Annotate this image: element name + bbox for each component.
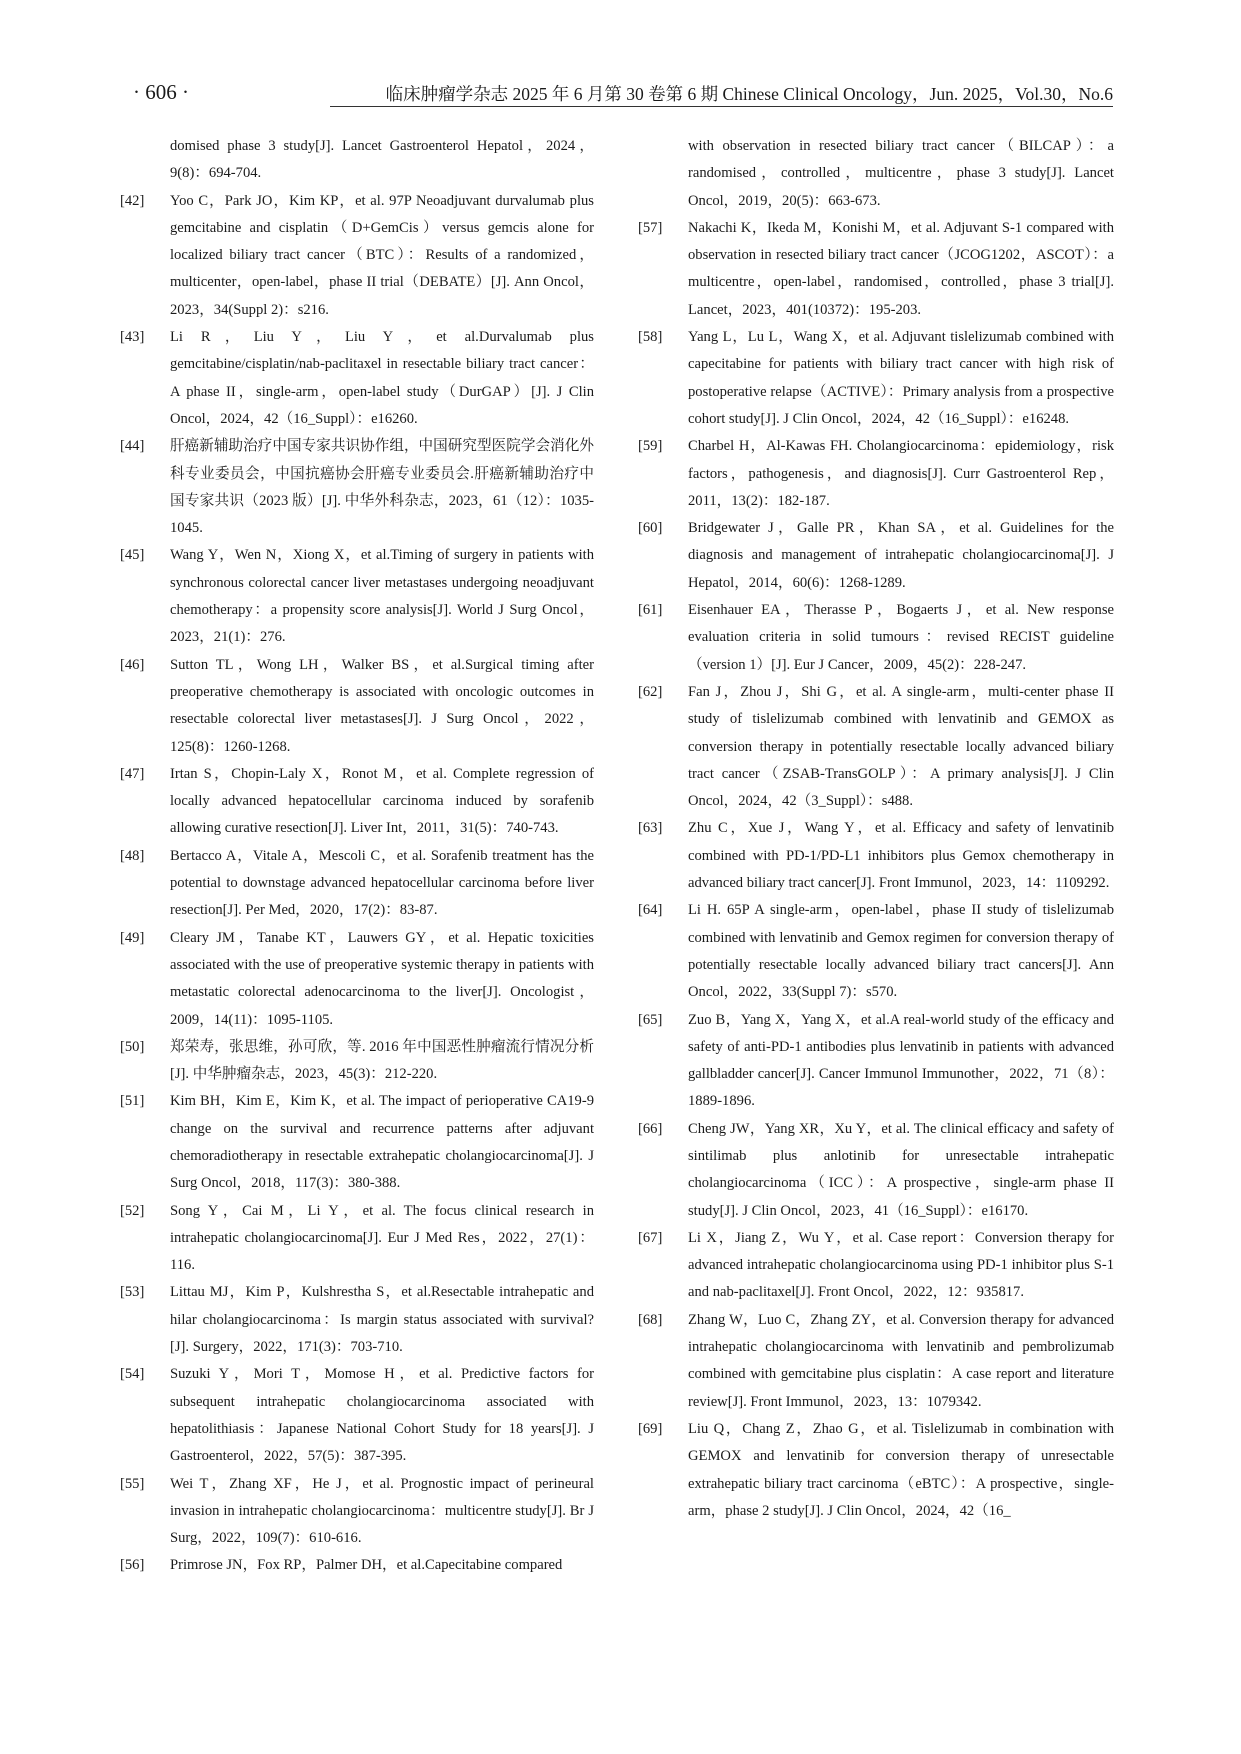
reference-entry bbox=[120, 1279, 594, 1361]
reference-text: Charbel H，Al-Kawas FH. Cholangiocarcinoma：epidemiology，risk factors，pathogenesis，and diagnosis[J]. Curr Gastroenterol Rep，2011，13(2)：182-187. bbox=[688, 438, 1114, 509]
reference-number: [57] bbox=[638, 219, 663, 236]
reference-text: Suzuki Y，Mori T，Momose H，et al. Predictive factors for subsequent intrahepatic cholangiocarcinoma associated with hepatolithiasis：Japanese National Cohort Study for 18 years[J]. J Gastroenterol，2022，57(5)：387-395. bbox=[170, 1366, 594, 1465]
header-rule bbox=[330, 106, 1113, 107]
reference-number: [69] bbox=[638, 1420, 663, 1437]
reference-entry bbox=[120, 1198, 594, 1280]
reference-continuation bbox=[120, 133, 594, 188]
reference-text: Li R，Liu Y，Liu Y，et al.Durvalumab plus gemcitabine/cisplatin/nab-paclitaxel in resectable biliary tract cancer：A phase II，single-arm，open-label study（DurGAP）[J]. J Clin Oncol，2024，42（16_Suppl）：e16260. bbox=[170, 329, 594, 427]
reference-entry bbox=[120, 1034, 594, 1089]
reference-number: [49] bbox=[120, 929, 145, 946]
reference-number: [50] bbox=[120, 1038, 145, 1055]
reference-text: Li H. 65P A single-arm，open-label，phase II study of tislelizumab combined with lenvatinib and Gemox regimen for conversion therapy of potentially resectable locally advanced biliary tract cancers[J]. Ann Oncol，2022，33(Suppl 7)：s570. bbox=[688, 902, 1114, 1001]
reference-text: 郑荣寿，张思维，孙可欣，等. 2016 年中国恶性肿瘤流行情况分析[J]. 中华肿瘤杂志，2023，45(3)：212-220. bbox=[170, 1038, 594, 1083]
reference-number: [42] bbox=[120, 192, 145, 209]
reference-entry bbox=[120, 1088, 594, 1197]
reference-number: [62] bbox=[638, 683, 663, 700]
reference-entry bbox=[120, 1471, 594, 1553]
reference-number: [43] bbox=[120, 329, 145, 346]
reference-entry bbox=[638, 1307, 1114, 1416]
page-number: · 606 · bbox=[133, 80, 189, 104]
reference-text: Nakachi K，Ikeda M，Konishi M，et al. Adjuvant S-1 compared with observation in resected biliary tract cancer（JCOG1202，ASCOT）：a multicentre，open-label，randomised，controlled，phase 3 trial[J]. Lancet，2023，401(10372)：195-203. bbox=[688, 219, 1114, 318]
reference-text: Sutton TL，Wong LH，Walker BS，et al.Surgical timing after preoperative chemotherapy is associated with oncologic outcomes in resectable colorectal liver metastases[J]. J Surg Oncol，2022，125(8)：1260-1268. bbox=[170, 656, 594, 755]
reference-number: [66] bbox=[638, 1120, 663, 1137]
reference-text: Fan J，Zhou J，Shi G，et al. A single-arm，multi-center phase II study of tislelizumab combined with lenvatinib and GEMOX as conversion therapy in potentially resectable locally advanced biliary tract cancer（ZSAB-TransGOLP）：A primary analysis[J]. J Clin Oncol，2024，42（3_Suppl）：s488. bbox=[688, 683, 1114, 810]
reference-entry bbox=[120, 433, 594, 542]
reference-number: [46] bbox=[120, 656, 145, 673]
reference-number: [67] bbox=[638, 1229, 663, 1246]
reference-number: [60] bbox=[638, 520, 663, 537]
reference-text: Wang Y，Wen N，Xiong X，et al.Timing of surgery in patients with synchronous colorectal cancer liver metastases undergoing neoadjuvant chemotherapy：a propensity score analysis[J]. World J Surg Oncol，2023，21(1)：276. bbox=[170, 547, 594, 646]
reference-text: Yoo C，Park JO，Kim KP，et al. 97P Neoadjuvant durvalumab plus gemcitabine and cisplatin（D+GemCis）versus gemcis alone for localized biliary tract cancer（BTC）：Results of a randomized，multicenter，open-label，phase II trial（DEBATE）[J]. Ann Oncol，2023，34(Suppl 2)：s216. bbox=[170, 192, 594, 318]
reference-text: Yang L，Lu L，Wang X，et al. Adjuvant tislelizumab combined with capecitabine for patients with biliary tract cancer with high risk of postoperative relapse（ACTIVE）：Primary analysis from a prospective cohort study[J]. J Clin Oncol，2024，42（16_Suppl）：e16248. bbox=[688, 329, 1114, 427]
reference-text: Song Y，Cai M，Li Y，et al. The focus clinical research in intrahepatic cholangiocarcinoma[J]. Eur J Med Res，2022，27(1)：116. bbox=[170, 1202, 594, 1274]
reference-number: [56] bbox=[120, 1557, 145, 1574]
reference-entry bbox=[638, 215, 1114, 324]
reference-entry bbox=[120, 1552, 594, 1579]
reference-number: [45] bbox=[120, 547, 145, 564]
page-header bbox=[133, 78, 1113, 108]
reference-number: [44] bbox=[120, 438, 145, 455]
reference-entry bbox=[120, 188, 594, 324]
reference-text: Primrose JN，Fox RP，Palmer DH，et al.Capecitabine compared bbox=[170, 1557, 563, 1574]
reference-entry bbox=[638, 1416, 1114, 1525]
reference-number: [63] bbox=[638, 820, 663, 837]
reference-number: [55] bbox=[120, 1475, 145, 1492]
reference-number: [51] bbox=[120, 1093, 145, 1110]
running-title: 临床肿瘤学杂志 2025 年 6 月第 30 卷第 6 期 Chinese Clinical Oncology，Jun. 2025，Vol.30，No.6 bbox=[385, 84, 1113, 104]
reference-text: Li X，Jiang Z，Wu Y，et al. Case report：Conversion therapy for advanced intrahepatic cholangiocarcinoma using PD-1 inhibitor plus S-1 and nab-paclitaxel[J]. Front Oncol，2022，12：935817. bbox=[688, 1229, 1114, 1301]
reference-text: Cleary JM，Tanabe KT，Lauwers GY，et al. Hepatic toxicities associated with the use of preoperative systemic therapy in patients with metastatic colorectal adenocarcinoma to the liver[J]. Oncologist，2009，14(11)：1095-1105. bbox=[170, 929, 594, 1028]
reference-text: Zhang W，Luo C，Zhang ZY，et al. Conversion therapy for advanced intrahepatic cholangiocarcinoma with lenvatinib and pembrolizumab combined with gemcitabine plus cisplatin：A case report and literature review[J]. Front Immunol，2023，13：1079342. bbox=[688, 1311, 1114, 1410]
reference-number: [47] bbox=[120, 765, 145, 782]
reference-text: Eisenhauer EA，Therasse P，Bogaerts J，et al. New response evaluation criteria in solid tumours：revised RECIST guideline（version 1）[J]. Eur J Cancer，2009，45(2)：228-247. bbox=[688, 602, 1114, 673]
reference-number: [52] bbox=[120, 1202, 145, 1219]
reference-entry bbox=[638, 597, 1114, 679]
reference-entry bbox=[638, 515, 1114, 597]
reference-entry bbox=[638, 433, 1114, 515]
reference-text: Littau MJ，Kim P，Kulshrestha S，et al.Resectable intrahepatic and hilar cholangiocarcinoma：Is margin status associated with survival?[J]. Surgery，2022，171(3)：703-710. bbox=[170, 1284, 594, 1356]
right-column bbox=[638, 133, 1114, 1525]
reference-text: with observation in resected biliary tract cancer（BILCAP）：a randomised，controlled，multicentre，phase 3 study[J]. Lancet Oncol，2019，20(5)：663-673. bbox=[688, 138, 1114, 209]
reference-entry bbox=[638, 1116, 1114, 1225]
reference-entry bbox=[638, 324, 1114, 433]
reference-continuation bbox=[638, 133, 1114, 215]
reference-text: Wei T，Zhang XF，He J，et al. Prognostic impact of perineural invasion in intrahepatic cholangiocarcinoma：multicentre study[J]. Br J Surg，2022，109(7)：610-616. bbox=[170, 1475, 594, 1547]
reference-entry bbox=[120, 324, 594, 433]
left-column bbox=[120, 133, 594, 1580]
reference-text: Bridgewater J，Galle PR，Khan SA，et al. Guidelines for the diagnosis and management of intrahepatic cholangiocarcinoma[J]. J Hepatol，2014，60(6)：1268-1289. bbox=[688, 520, 1114, 591]
reference-entry bbox=[638, 1007, 1114, 1116]
reference-entry bbox=[638, 815, 1114, 897]
reference-text: domised phase 3 study[J]. Lancet Gastroenterol Hepatol，2024，9(8)：694-704. bbox=[170, 138, 594, 182]
reference-number: [68] bbox=[638, 1311, 663, 1328]
reference-entry bbox=[638, 1225, 1114, 1307]
reference-entry bbox=[638, 679, 1114, 815]
reference-text: Liu Q，Chang Z，Zhao G，et al. Tislelizumab in combination with GEMOX and lenvatinib for conversion therapy of unresectable extrahepatic biliary tract carcinoma（eBTC）：A prospective，single-arm，phase 2 study[J]. J Clin Oncol，2024，42（16_ bbox=[688, 1420, 1114, 1519]
reference-entry bbox=[638, 897, 1114, 1006]
reference-number: [61] bbox=[638, 602, 663, 619]
reference-number: [64] bbox=[638, 902, 663, 919]
reference-entry bbox=[120, 542, 594, 651]
reference-entry bbox=[120, 652, 594, 761]
reference-entry bbox=[120, 925, 594, 1034]
reference-text: Cheng JW，Yang XR，Xu Y，et al. The clinical efficacy and safety of sintilimab plus anlotinib for unresectable intrahepatic cholangiocarcinoma（ICC）：A prospective，single-arm phase II study[J]. J Clin Oncol，2023，41（16_Suppl）：e16170. bbox=[688, 1120, 1114, 1219]
reference-text: Zuo B，Yang X，Yang X，et al.A real-world study of the efficacy and safety of anti-PD-1 antibodies plus lenvatinib in patients with advanced gallbladder cancer[J]. Cancer Immunol Immunother，2022，71（8）：1889-1896. bbox=[688, 1011, 1114, 1110]
reference-entry bbox=[120, 1361, 594, 1470]
reference-text: 肝癌新辅助治疗中国专家共识协作组，中国研究型医院学会消化外科专业委员会，中国抗癌协会肝癌专业委员会.肝癌新辅助治疗中国专家共识（2023 版）[J]. 中华外科杂志，2023，61（12）：1035-1045. bbox=[170, 438, 594, 537]
reference-number: [65] bbox=[638, 1011, 663, 1028]
reference-number: [59] bbox=[638, 438, 663, 455]
reference-number: [48] bbox=[120, 847, 145, 864]
reference-entry bbox=[120, 843, 594, 925]
reference-text: Kim BH，Kim E，Kim K，et al. The impact of perioperative CA19-9 change on the survival and recurrence patterns after adjuvant chemoradiotherapy in resectable extrahepatic cholangiocarcinoma[J]. J Surg Oncol，2018，117(3)：380-388. bbox=[170, 1093, 594, 1192]
reference-text: Irtan S，Chopin-Laly X，Ronot M，et al. Complete regression of locally advanced hepatocellular carcinoma induced by sorafenib allowing curative resection[J]. Liver Int，2011，31(5)：740-743. bbox=[170, 765, 594, 837]
reference-entry bbox=[120, 761, 594, 843]
reference-number: [58] bbox=[638, 329, 663, 346]
reference-text: Bertacco A，Vitale A，Mescoli C，et al. Sorafenib treatment has the potential to downstage advanced hepatocellular carcinoma before liver resection[J]. Per Med，2020，17(2)：83-87. bbox=[170, 847, 594, 919]
reference-text: Zhu C，Xue J，Wang Y，et al. Efficacy and safety of lenvatinib combined with PD-1/PD-L1 inhibitors plus Gemox chemotherapy in advanced biliary tract cancer[J]. Front Immunol，2023，14：1109292. bbox=[688, 820, 1114, 892]
reference-number: [53] bbox=[120, 1284, 145, 1301]
reference-number: [54] bbox=[120, 1366, 145, 1383]
